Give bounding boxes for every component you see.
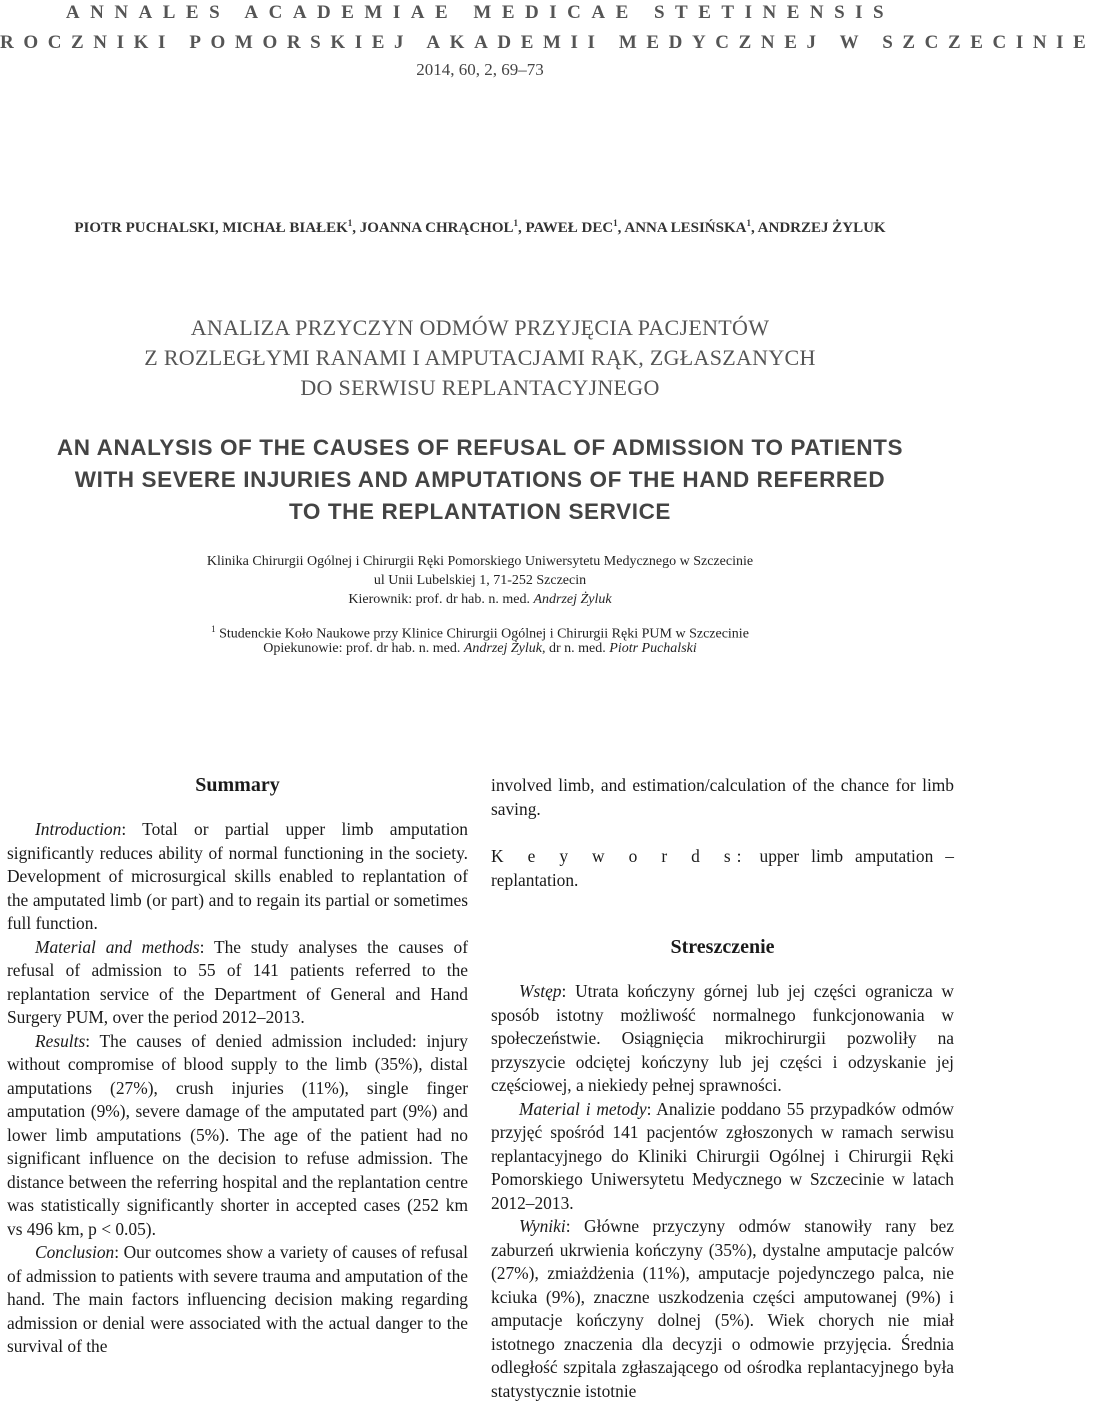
- streszczenie-wstep: Wstęp: Utrata kończyny górnej lub jej części ogranicza w sposób istotny możliwość normalnego funkcjonowania w społeczeństwie. Osiągnięcia mikrochirurgii pozwoliły na przyszycie odciętej kończyny lub jej części i odzyskanie jej częściowej, a niekiedy pełnej sprawności.: [491, 981, 954, 1095]
- author: ANNA LESIŃSKA: [624, 220, 747, 236]
- journal-name-latin: ANNALES ACADEMIAE MEDICAE STETINENSIS: [65, 2, 895, 23]
- affiliation-note: $^1$ Studenckie Koło Naukowe przy Klinice Chirurgii Ogólnej i Chirurgii Ręki PUM w Szczecinie: [211, 624, 749, 642]
- author-affiliation-mark: 1: [746, 218, 751, 228]
- summary-heading: Summary: [195, 774, 280, 796]
- summary-continuation: involved limb, and estimation/calculation of the chance for limb saving.: [491, 775, 954, 819]
- affiliation-address: ul Unii Lubelskiej 1, 71-252 Szczecin: [373, 573, 587, 588]
- author-affiliation-mark: 1: [613, 218, 618, 228]
- title-polish-line: ANALIZA PRZYCZYN ODMÓW PRZYJĘCIA PACJENTÓW: [190, 315, 770, 340]
- summary-results: Results: The causes of denied admission included: injury without compromise of blood supply to the limb (35%), distal amputations (27%), crush injuries (11%), single finger amputation (9%), severe damage of the amputated part (9%) and lower limb amputations (5%). The age of the patient had no significant influence on the decision to refuse admission. The distance between the referring hospital and the replantation centre was statistically significantly shorter in accepted cases (252 km vs 496 km, p < 0.05).: [7, 1030, 468, 1239]
- author-affiliation-mark: 1: [347, 218, 353, 228]
- summary-conclusion: Conclusion: Our outcomes show a variety of causes of refusal of admission to patients with severe trauma and amputation of the hand. The main factors influencing decision making regarding admission or denial were associated with the actual danger to the survival of the: [7, 1242, 468, 1356]
- right-column: [491, 774, 954, 1403]
- author: JOANNA CHRĄCHOL: [359, 220, 514, 236]
- journal-citation: 2014, 60, 2, 69–73: [416, 60, 544, 79]
- journal-name-polish: ROCZNIKI POMORSKIEJ AKADEMII MEDYCZNEJ W SZCZECINIE: [0, 32, 1095, 53]
- summary-introduction: Introduction: Total or partial upper limb amputation significantly reduces ability of normal functioning in the society. Development of microsurgical skills enabled to replantation of the amputated limb (or part) and to regain its partial or sometimes full function.: [7, 819, 468, 933]
- title-polish-line: DO SERWISU REPLANTACYJNEGO: [300, 375, 660, 400]
- author: ANDRZEJ ŻYLUK: [757, 220, 886, 236]
- title-polish-line: Z ROZLEGŁYMI RANAMI I AMPUTACJAMI RĄK, ZGŁASZANYCH: [144, 345, 816, 370]
- author-list: PIOTR PUCHALSKI, MICHAŁ BIAŁEK$^1$, JOANNA CHRĄCHOL$^1$, PAWEŁ DEC$^1$, ANNA LESIŃSKA$^1$, ANDRZEJ ŻYLUK: [74, 218, 886, 236]
- keywords: K e y w o r d s: upper limb amputation – replantation.: [491, 846, 954, 890]
- streszczenie-wyniki: Wyniki: Główne przyczyny odmów stanowiły rany bez zaburzeń ukrwienia kończyny (35%), dystalne amputacje palców (27%), zmiażdżenia (11%), amputacje pojedynczego palca, nie kciuka (9%), znaczne uszkodzenia części amputowanej (9%) i amputacje kończyny dolnej (5%). Wiek chorych nie miał istotnego znaczenia dla decyzji o odmowie przyjęcia. Średnia odległość szpitala zgłaszającego od ośrodka replantacyjnego była statystycznie istotnie: [491, 1216, 954, 1401]
- keywords-label: K e y w o r d s:: [491, 846, 748, 866]
- mentor-name: Piotr Puchalski: [609, 641, 697, 656]
- summary-methods: Material and methods: The study analyses the causes of refusal of admission to 55 of 141 patients referred to the replantation service of the Department of General and Hand Surgery PUM, over the period 2012–2013.: [7, 936, 469, 1027]
- author-affiliation-mark: 1: [513, 218, 519, 228]
- affiliation-mentors: Opiekunowie: prof. dr hab. n. med. Andrzej Żyluk, dr n. med. Piotr Puchalski: [263, 641, 697, 656]
- title-english-line: WITH SEVERE INJURIES AND AMPUTATIONS OF THE HAND REFERRED: [74, 467, 886, 492]
- note-mark: 1: [211, 624, 216, 634]
- title-english-line: AN ANALYSIS OF THE CAUSES OF REFUSAL OF ADMISSION TO PATIENTS: [56, 435, 904, 460]
- author: PAWEŁ DEC: [525, 220, 614, 236]
- summary-column: [7, 770, 468, 1359]
- mentor-name: Andrzej Żyluk: [463, 641, 542, 656]
- streszczenie-heading: Streszczenie: [670, 936, 775, 958]
- streszczenie-metody: Material i metody: Analizie poddano 55 przypadków odmów przyjęć spośród 141 pacjentów zgłoszonych w ramach serwisu replantacyjnego do Kliniki Chirurgii Ogólnej i Chirurgii Ręki Pomorskiego Uniwersytetu Medycznego w Szczecinie w latach 2012–2013.: [491, 1098, 954, 1213]
- title-english-line: TO THE REPLANTATION SERVICE: [288, 499, 672, 524]
- author: MICHAŁ BIAŁEK: [222, 220, 348, 236]
- title-english: [0, 432, 960, 528]
- affiliation-head: Kierownik: prof. dr hab. n. med. Andrzej Żyluk: [348, 592, 612, 607]
- author: PIOTR PUCHALSKI: [74, 220, 215, 236]
- head-name: Andrzej Żyluk: [533, 592, 612, 607]
- title-polish: [0, 313, 960, 403]
- affiliation-line: Klinika Chirurgii Ogólnej i Chirurgii Ręki Pomorskiego Uniwersytetu Medycznego w Szczecinie: [206, 554, 754, 569]
